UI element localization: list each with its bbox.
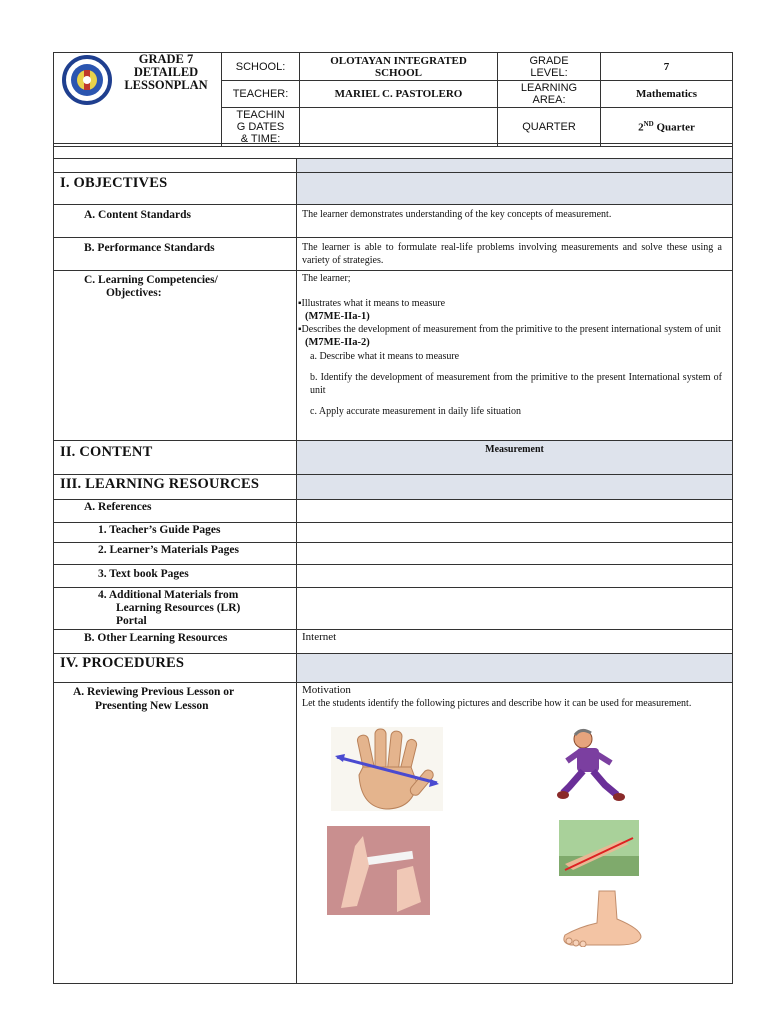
title-line-3: LESSONPLAN xyxy=(124,78,208,92)
bullet-1 xyxy=(298,297,722,310)
grade-level-label xyxy=(498,53,601,81)
competencies-label-2: Objectives: xyxy=(106,287,162,299)
quarter-label: QUARTER xyxy=(498,108,601,147)
dates-label-3: & TIME: xyxy=(240,133,281,145)
quarter-value xyxy=(601,108,733,147)
content-heading-row xyxy=(54,440,732,474)
dates-label xyxy=(222,108,300,147)
references-label: A. References xyxy=(84,501,152,513)
grade-level-value: 7 xyxy=(601,53,733,81)
learners-materials-row xyxy=(54,542,732,564)
quarter-word: Quarter xyxy=(656,121,695,134)
arm-cubit-image xyxy=(559,820,639,876)
dates-label-2: G DATES xyxy=(236,121,285,133)
motivation-instruction: Let the students identify the following pictures and describe how it can be used for measurement. xyxy=(302,698,692,709)
review-label-2: Presenting New Lesson xyxy=(95,700,209,712)
additional-label-2: Learning Resources (LR) xyxy=(116,602,241,614)
quarter-sup: ND xyxy=(643,120,654,129)
additional-label-1: 4. Additional Materials from xyxy=(98,589,239,601)
teachers-guide-label: 1. Teacher’s Guide Pages xyxy=(98,524,221,536)
school-value xyxy=(300,53,498,81)
other-resources-value: Internet xyxy=(296,630,732,653)
textbook-label: 3. Text book Pages xyxy=(98,568,189,580)
bullet-1-code: (M7ME-IIa-1) xyxy=(305,311,370,322)
resources-heading: III. LEARNING RESOURCES xyxy=(60,476,260,492)
content-standards-value: The learner demonstrates understanding of the key concepts of measurement. xyxy=(296,205,732,237)
content-standards-row xyxy=(54,204,732,237)
objectives-heading: I. OBJECTIVES xyxy=(60,175,168,191)
school-line-1: OLOTAYAN INTEGRATED xyxy=(330,54,467,67)
bullet-marker: ▪ xyxy=(298,298,302,309)
competencies-value xyxy=(296,271,732,440)
competencies-label-1: C. Learning Competencies/ xyxy=(84,274,218,286)
review-lesson-content xyxy=(296,683,732,983)
performance-standards-row xyxy=(54,237,732,270)
content-standards-label: A. Content Standards xyxy=(84,209,192,221)
header-title-cell xyxy=(54,53,222,147)
learning-area-label-2: AREA: xyxy=(532,94,566,106)
title-line-1: GRADE 7 xyxy=(138,52,194,66)
other-resources-label: B. Other Learning Resources xyxy=(84,632,228,644)
quarter-num: 2 xyxy=(638,121,644,134)
dates-label-1: TEACHIN xyxy=(236,109,285,121)
dates-value xyxy=(300,108,498,147)
sub-item-c: c. Apply accurate measurement in daily life situation xyxy=(310,406,522,417)
teachers-guide-row xyxy=(54,522,732,542)
deped-seal xyxy=(59,55,115,105)
bullet-1-text: Illustrates what it means to measure xyxy=(301,298,446,309)
additional-materials-row xyxy=(54,587,732,629)
teacher-label: TEACHER: xyxy=(222,81,300,108)
content-value: Measurement xyxy=(296,441,732,474)
sub-item-b: b. Identify the development of measurement from the primitive to the present International system of unit xyxy=(310,372,722,396)
lesson-table xyxy=(53,143,733,984)
teacher-value: MARIEL C. PASTOLERO xyxy=(300,81,498,108)
procedures-heading: IV. PROCEDURES xyxy=(60,655,185,671)
content-heading: II. CONTENT xyxy=(60,444,153,460)
sub-item-a: a. Describe what it means to measure xyxy=(310,351,460,362)
competencies-row xyxy=(54,270,732,440)
walking-man-image xyxy=(557,727,629,805)
motivation-label: Motivation xyxy=(302,684,351,696)
review-label-1: A. Reviewing Previous Lesson or xyxy=(73,686,235,698)
additional-label-3: Portal xyxy=(116,615,147,627)
learners-materials-label: 2. Learner’s Materials Pages xyxy=(98,544,239,556)
performance-standards-label: B. Performance Standards xyxy=(84,242,215,254)
bullet-marker: ▪ xyxy=(298,324,302,335)
grade-level-label-2: LEVEL: xyxy=(530,66,568,79)
other-resources-row xyxy=(54,629,732,653)
textbook-row xyxy=(54,564,732,587)
title-line-2: DETAILED xyxy=(133,65,199,79)
objectives-heading-row xyxy=(54,172,732,204)
header-table xyxy=(53,52,733,145)
bullet-2-text: Describes the development of measurement from the primitive to the present international system of unit xyxy=(301,324,721,335)
bullet-2 xyxy=(298,323,722,336)
procedures-heading-row xyxy=(54,653,732,682)
finger-ruler-image xyxy=(327,826,430,915)
performance-standards-value: The learner is able to formulate real-life problems involving measurements and solve these using a variety of strategies. xyxy=(296,238,732,270)
school-line-2: SCHOOL xyxy=(374,66,423,79)
learning-area-label-1: LEARNING xyxy=(520,82,578,94)
grade-level-label-1: GRADE xyxy=(529,54,569,67)
spacer-row-1 xyxy=(54,144,732,158)
references-row xyxy=(54,499,732,522)
bullet-2-code: (M7ME-IIa-2) xyxy=(305,337,370,348)
hand-span-image xyxy=(331,727,443,811)
foot-image xyxy=(559,889,645,947)
review-lesson-row xyxy=(54,682,732,983)
competencies-intro: The learner; xyxy=(302,273,351,284)
review-lesson-label xyxy=(54,683,315,983)
learning-area-value: Mathematics xyxy=(601,81,733,108)
spacer-row-2 xyxy=(54,158,732,172)
learning-area-label xyxy=(498,81,601,108)
resources-heading-row xyxy=(54,474,732,499)
competencies-label xyxy=(54,271,326,440)
school-label: SCHOOL: xyxy=(222,53,300,81)
